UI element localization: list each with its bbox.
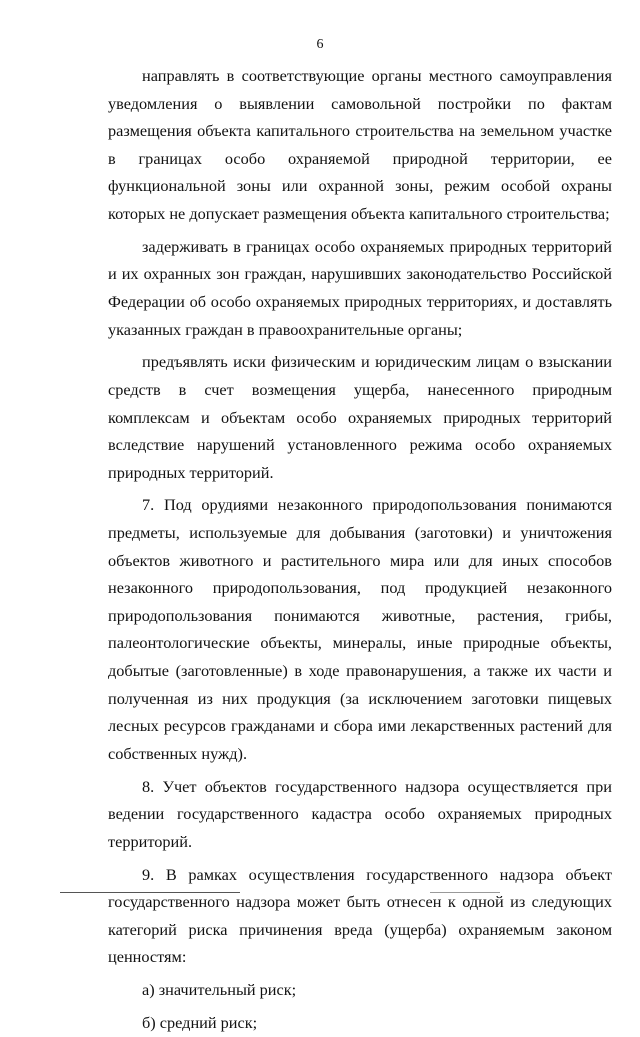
paragraph-item-7: 7. Под орудиями незаконного природопользования понимаются предметы, используемые для добывания (заготовки) и уничтожения объектов животного и растительного мира или для иных способов незаконного природопользования, под продукцией незаконного природопользования понимаются животные, растения, грибы, палеонтологические объекты, минералы, иные природные объекты, добытые (заготовленные) в ходе правонарушения, а также их части и полученная из них продукция (за исключением заготовки пищевых лесных ресурсов гражданами и сбора ими лекарственных растений для собственных нужд). bbox=[108, 495, 612, 763]
document-body bbox=[108, 62, 612, 1037]
paragraph-detain-citizens: задерживать в границах особо охраняемых природных территорий и их охранных зон граждан, нарушивших законодательство Российской Федерации об особо охраняемых природных территориях, и доставлять указанных граждан в правоохранительные органы; bbox=[108, 236, 612, 339]
paragraph-send-notifications: направлять в соответствующие органы местного самоуправления уведомления о выявлении самовольной постройки по фактам размещения объекта капитального строительства на земельном участке в границах особо охраняемой природной территории, ее функциональной зоны или охранной зоны, режим особой охраны которых не допускает размещения объекта капитального строительства; bbox=[108, 66, 612, 223]
paragraph-file-claims: предъявлять иски физическим и юридическим лицам о взыскании средств в счет возмещения ущерба, нанесенного природным комплексам и объектам особо охраняемых природных территорий вследствие нарушений установленного режима особо охраняемых природных территорий. bbox=[108, 352, 612, 482]
paragraph-risk-medium: б) средний риск; bbox=[142, 1012, 258, 1032]
footer-divider bbox=[60, 892, 240, 893]
footer-divider-right bbox=[430, 892, 500, 893]
paragraph-risk-significant: а) значительный риск; bbox=[142, 980, 297, 1000]
paragraph-item-9: 9. В рамках осуществления государственного надзора объект государственного надзора может быть отнесен к одной из следующих категорий риска причинения вреда (ущерба) охраняемым законом ценностям: bbox=[108, 864, 612, 967]
page-number: 6 bbox=[316, 37, 324, 52]
paragraph-item-8: 8. Учет объектов государственного надзора осуществляется при ведении государственного кадастра особо охраняемых природных территорий. bbox=[108, 776, 612, 851]
